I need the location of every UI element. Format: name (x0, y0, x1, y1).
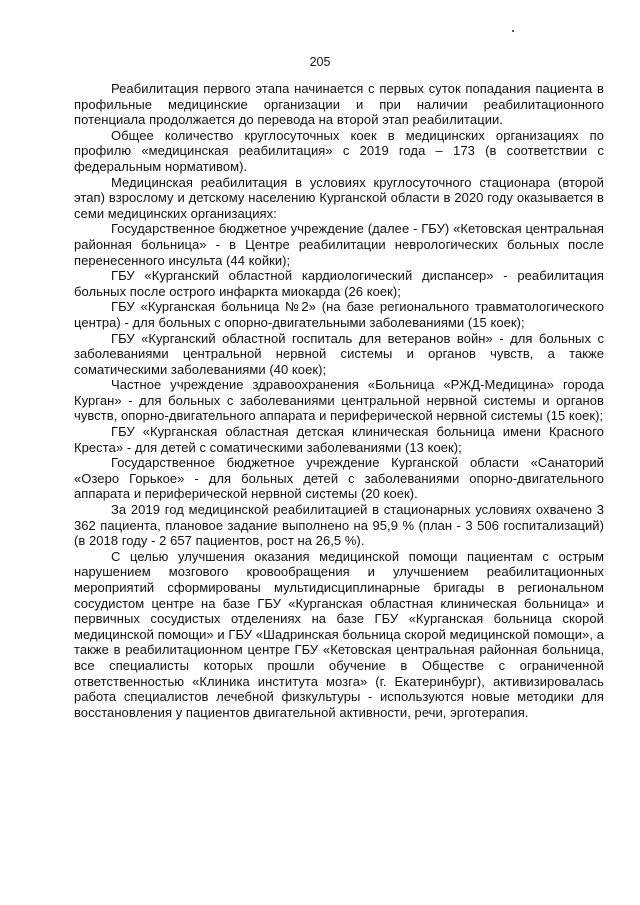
paragraph-kurgan-hospital-2: ГБУ «Курганская больница №2» (на базе регионального травматологического центра) - для больных с опорно-двигательными заболеваниями (15 коек); (74, 299, 604, 330)
paragraph-children-hospital: ГБУ «Курганская областная детская клиническая больница имени Красного Креста» - для детей с соматическими заболеваниями (13 коек); (74, 424, 604, 455)
paragraph-stroke-care: С целью улучшения оказания медицинской помощи пациентам с острым нарушением мозгового кровообращения и улучшением реабилитационных мероприятий сформированы мультидисциплинарные бригады в региональном сосудистом центре на базе ГБУ «Курганская областная клиническая больница» и первичных сосудистых отделениях на базе ГБУ «Курганская больница скорой медицинской помощи» и ГБУ «Шадринская больница скорой медицинской помощи», а также в реабилитационном центре ГБУ «Кетовская центральная районная больница, все специалисты которых прошли обучение в Обществе с ограниченной ответственностью «Клиника института мозга» (г. Екатеринбург), активизировалась работа специалистов лечебной физкультуры - используются новые методики для восстановления у пациентов двигательной активности, речи, эрготерапия. (74, 548, 604, 720)
scan-mark (512, 30, 514, 32)
page-number: 205 (309, 55, 331, 69)
paragraph-rzd-hospital: Частное учреждение здравоохранения «Больница «РЖД-Медицина» города Курган» - для больных с заболеваниями центральной нервной системы и органов чувств, опорно-двигательного аппарата и периферической нервной системы (15 коек); (74, 377, 604, 424)
paragraph-sanatorium: Государственное бюджетное учреждение Курганской области «Санаторий «Озеро Горькое» - для больных детей с заболеваниями опорно-двигательного аппарата и периферической нервной системы (20 коек). (74, 455, 604, 502)
paragraph-rehab-first-stage: Реабилитация первого этапа начинается с первых суток попадания пациента в профильные медицинские организации и при наличии реабилитационного потенциала продолжается до перевода на второй этап реабилитации. (74, 81, 604, 128)
paragraph-ketovo-hospital: Государственное бюджетное учреждение (далее - ГБУ) «Кетовская центральная районная больница» - в Центре реабилитации неврологических больных после перенесенного инсульта (44 койки); (74, 221, 604, 268)
paragraph-cardiology-dispensary: ГБУ «Курганский областной кардиологический диспансер» - реабилитация больных после острого инфаркта миокарда (26 коек); (74, 268, 604, 299)
paragraph-2019-statistics: За 2019 год медицинской реабилитацией в стационарных условиях охвачено 3 362 пациента, плановое задание выполнено на 95,9 % (план - 3 506 госпитализаций) (в 2018 году - 2 657 пациентов, рост на 26,5 %). (74, 502, 604, 549)
paragraph-second-stage-intro: Медицинская реабилитация в условиях круглосуточного стационара (второй этап) взрослому и детскому населению Курганской области в 2020 году оказывается в семи медицинских организациях: (74, 174, 604, 221)
paragraph-veterans-hospital: ГБУ «Курганский областной госпиталь для ветеранов войн» - для больных с заболеваниями центральной нервной системы и органов чувств, а также соматическими заболеваниями (40 коек); (74, 330, 604, 377)
paragraph-bed-count: Общее количество круглосуточных коек в медицинских организациях по профилю «медицинская реабилитация» с 2019 года – 173 (в соответствии с федеральным нормативом). (74, 127, 604, 174)
document-body (74, 81, 604, 720)
